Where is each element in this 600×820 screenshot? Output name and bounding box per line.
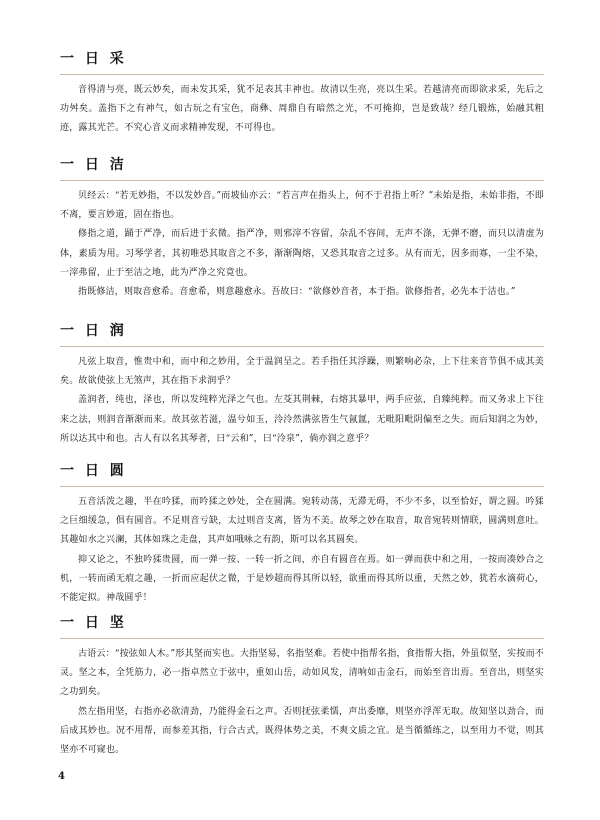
- section-jian: [60, 614, 544, 760]
- section-heading: 一 日 洁: [60, 157, 127, 173]
- section-divider: [60, 486, 544, 487]
- section-heading: 一 日 采: [60, 51, 127, 67]
- page-number: 4: [58, 771, 65, 782]
- section-yuan: [60, 462, 544, 608]
- section-divider: [60, 74, 544, 75]
- section-divider: [60, 346, 544, 347]
- section-heading: 一 日 坚: [60, 615, 127, 631]
- section-jie: [60, 156, 544, 302]
- paragraph: 然左指用坚，右指亦必欲清劲，乃能得金石之声。否则抚弦柔懦，声出委靡，则坚亦浮浑无取。故知坚以劲合，而后成其妙也。况不用帮，而参差其指，行合古式，既得体势之美，不爽文质之宜。是当循循练之，以至用力不觉，则其坚亦不可窥也。: [60, 706, 544, 756]
- paragraph: 音得清与亮，既云妙矣，而未发其采，犹不足表其丰神也。故清以生亮，亮以生采。若越清亮而即欲求采，先后之功舛矣。盖指下之有神气，如古玩之有宝色，商彝、周鼎自有暗然之光，不可掩抑，岂是致哉？经几锻炼，始融其粗迹，露其光芒。不究心音义而求精神发现，不可得也。: [60, 85, 544, 134]
- paragraph: 修指之道，踊于严净，而后进于玄微。指严净，则邪滓不容留，杂乱不容间，无声不涤，无弹不磨，而只以清虚为体，素质为用。习琴学者，其初唯恐其取音之不多，渐渐陶熔，又恐其取音之过多。从有而无，因多而寡，一尘不染，一滓弗留，止于至洁之地，此为严净之究竟也。: [60, 229, 544, 278]
- section-divider: [60, 180, 544, 181]
- paragraph: 古语云：“按弦如人木。”形其坚而实也。大指坚易，名指坚难。若使中指帮名指，食指帮大指，外虽似坚，实按而不灵。坚之本，全凭筋力，必一指卓然立于弦中，重如山岳，动如风发，清响如击金石，而始至音出焉。至音出，则坚实之功到矣。: [60, 649, 544, 698]
- section-heading: 一 日 润: [60, 323, 127, 339]
- section-divider: [60, 638, 544, 639]
- paragraph: 贝经云：“若无妙指，不以发妙音。”而坡仙亦云：“若言声在指头上，何不于君指上听？”未始是指，未始非指，不即不离，要言妙道，固在指也。: [60, 191, 544, 221]
- paragraph: 五音活泼之趣，半在吟猱，而吟猱之妙处，全在圆满。宛转动荡，无滞无碍，不少不多，以至恰好，谓之圆。吟猱之巨细缓急，俱有圆音。不足则音亏缺，太过则音支离，皆为不美。故琴之妙在取音，取音宛转则情联，圆满则意吐。其趣如水之兴澜，其体如珠之走盘，其声如哦咏之有韵，斯可以名其圆矣。: [60, 497, 544, 546]
- paragraph: 凡弦上取音，惟贵中和，而中和之妙用，全于温润呈之。若手指任其浮躁，则繁响必杂，上下往来音节俱不成其美矣。故欲使弦上无煞声，其在指下求润乎？: [60, 357, 544, 387]
- section-cai: [60, 50, 544, 139]
- paragraph: 指既修洁，则取音愈希。音愈希，则意趣愈永。吾故曰：“欲修妙音者，本于指。欲修指者，必先本于洁也。”: [78, 287, 516, 298]
- paragraph: 抑又论之，不独吟猱贵圆，而一弹一按、一转一折之间，亦自有圆音在焉。如一弹而获中和之用，一按而凑妙合之机，一转而函无痕之趣，一折而应起伏之微，于是妙超而得其所以轻，欲重而得其所以重，天然之妙，犹若水滴荷心，不能定拟。神哉圆乎！: [60, 554, 544, 604]
- paragraph: 盖润者，纯也，泽也，所以发纯粹光泽之气也。左芟其荆棘，右熔其暴甲，两手应弦，自臻纯粹。而又务求上下往来之法，则润音渐渐而来。故其弦若滋，温兮如玉，泠泠然满弦皆生气氤氲，无毗阳毗阴偏至之失。而后知润之为妙，所以达其中和也。古人有以名其琴者，曰“云和”，曰“泠泉”，倘亦润之意乎？: [60, 395, 544, 444]
- section-run: [60, 322, 544, 449]
- section-heading: 一 日 圆: [60, 463, 127, 479]
